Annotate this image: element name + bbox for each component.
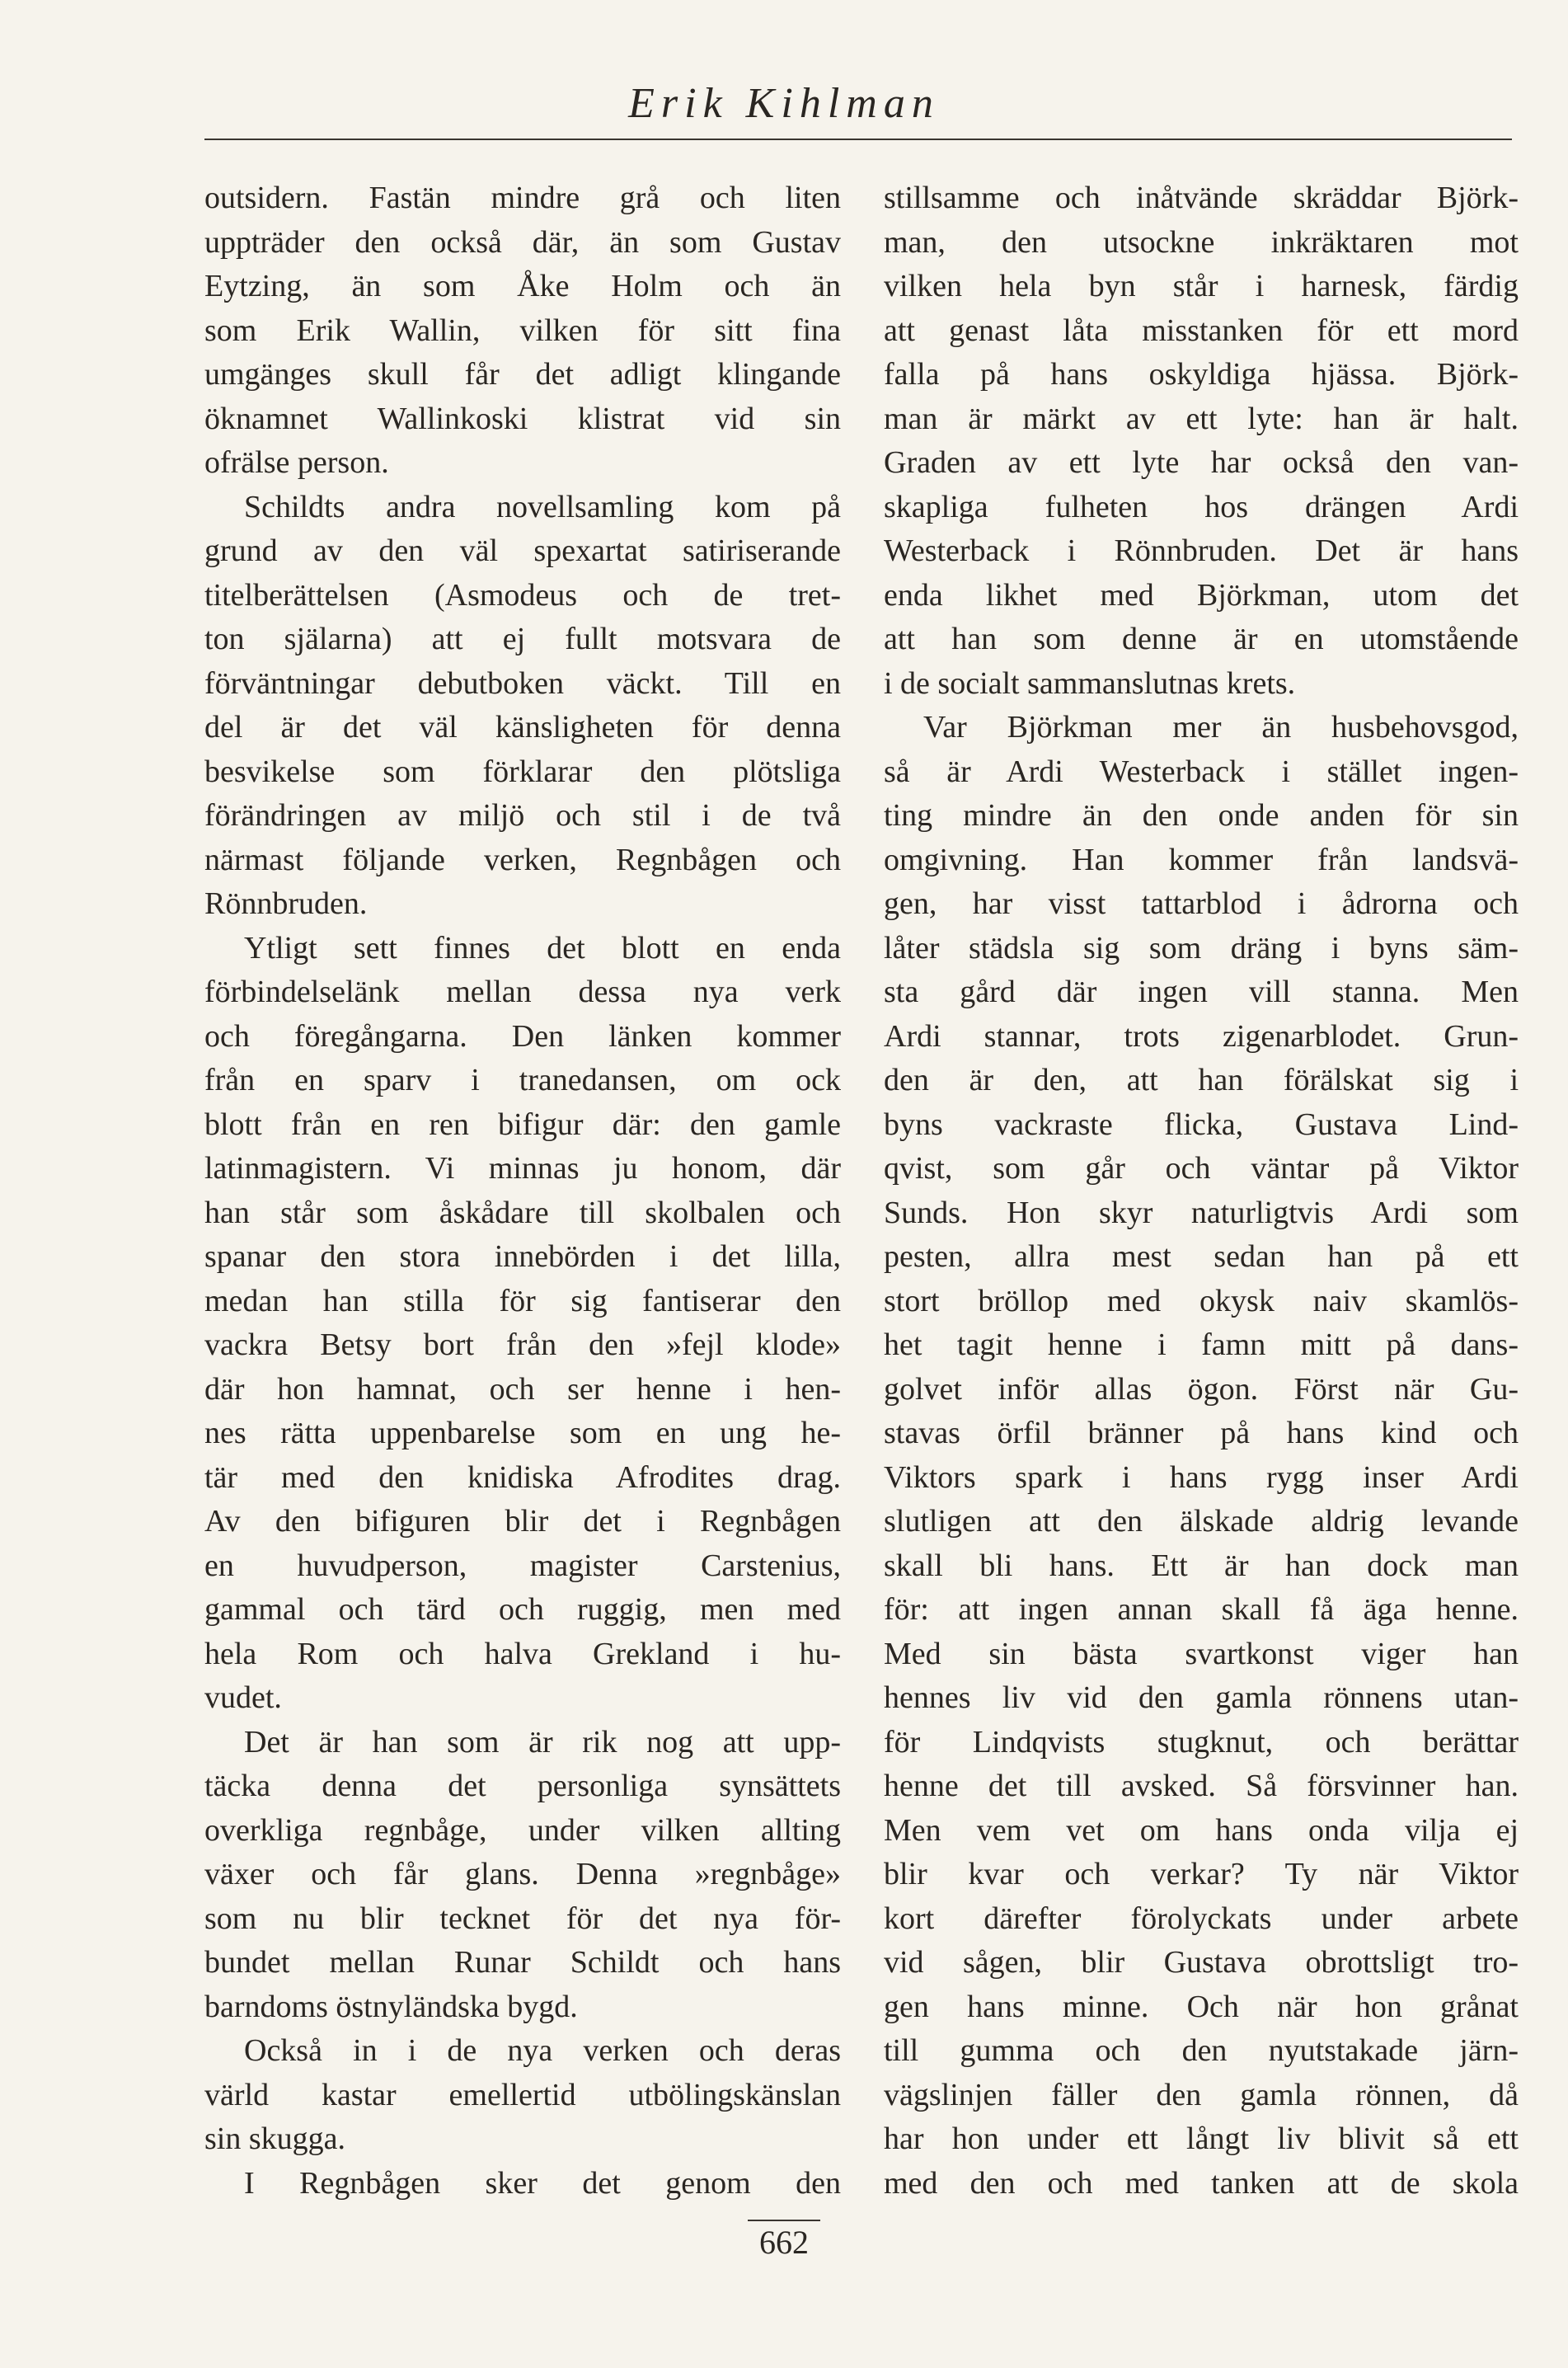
text-line: nes rätta uppenbarelse som en ung he- xyxy=(204,1416,841,1450)
text-line: den är den, att han förälskat sig i xyxy=(884,1063,1519,1097)
text-line: förväntningar debutboken väckt. Till en xyxy=(204,665,841,701)
text-line: Ardi stannar, trots zigenarblodet. Grun- xyxy=(884,1018,1519,1054)
text-line: falla på hans oskyldiga hjässa. Björk- xyxy=(884,357,1519,392)
text-line: Också in i de nya verken och deras xyxy=(244,2033,841,2068)
text-line: öknamnet Wallinkoski klistrat vid sin xyxy=(204,401,841,436)
text-line: Westerback i Rönnbruden. Det är hans xyxy=(884,533,1519,568)
text-line: han står som åskådare till skolbalen och xyxy=(204,1195,841,1230)
text-line: latinmagistern. Vi minnas ju honom, där xyxy=(204,1151,841,1186)
text-line: Graden av ett lyte har också den van- xyxy=(884,445,1519,480)
text-line: Eytzing, än som Åke Holm och än xyxy=(204,269,841,303)
text-line: Var Björkman mer än husbehovsgod, xyxy=(923,710,1519,745)
text-line: blir kvar och verkar? Ty när Viktor xyxy=(884,1857,1519,1891)
text-line: förändringen av miljö och stil i de två xyxy=(204,798,841,833)
text-line: för: att ingen annan skall få äga henne. xyxy=(884,1592,1519,1627)
text-line: gen, har visst tattarblod i ådrorna och xyxy=(884,886,1519,921)
text-line: för Lindqvists stugknut, och berättar xyxy=(884,1724,1519,1760)
text-line: ofrälse person. xyxy=(204,445,389,480)
text-line: vudet. xyxy=(204,1680,282,1715)
text-line: har hon under ett långt liv blivit så ett xyxy=(884,2121,1519,2156)
text-line: omgivning. Han kommer från landsvä- xyxy=(884,842,1519,877)
text-line: så är Ardi Westerback i stället ingen- xyxy=(884,754,1519,789)
text-line: växer och får glans. Denna »regnbåge» xyxy=(204,1857,841,1891)
text-line: i de socialt sammanslutnas krets. xyxy=(884,665,1296,701)
text-line: förbindelselänk mellan dessa nya verk xyxy=(204,975,841,1009)
text-line: skall bli hans. Ett är han dock man xyxy=(884,1548,1519,1583)
text-line: sta gård där ingen vill stanna. Men xyxy=(884,975,1519,1009)
text-line: vilken hela byn står i harnesk, färdig xyxy=(884,269,1519,303)
text-line: där hon hamnat, och ser henne i hen- xyxy=(204,1371,841,1407)
text-line: vid sågen, blir Gustava obrottsligt tro- xyxy=(884,1945,1519,1980)
running-head: Erik Kihlman xyxy=(628,80,940,127)
text-line: en huvudperson, magister Carstenius, xyxy=(204,1548,841,1583)
text-line: vackra Betsy bort från den »fejl klode» xyxy=(204,1327,841,1362)
text-line: stavas örfil bränner på hans kind och xyxy=(884,1416,1519,1450)
text-line: sin skugga. xyxy=(204,2121,345,2156)
text-line: enda likhet med Björkman, utom det xyxy=(884,577,1519,613)
text-line: Rönnbruden. xyxy=(204,886,368,921)
text-line: med den och med tanken att de skola xyxy=(884,2165,1519,2201)
text-line: Schildts andra novellsamling kom på xyxy=(244,489,841,524)
text-line: ton själarna) att ej fullt motsvara de xyxy=(204,622,841,656)
text-line: man är märkt av ett lyte: han är halt. xyxy=(884,401,1519,436)
text-line: medan han stilla för sig fantiserar den xyxy=(204,1283,841,1318)
text-line: man, den utsockne inkräktaren mot xyxy=(884,224,1519,260)
text-line: stort bröllop med okysk naiv skamlös- xyxy=(884,1283,1519,1318)
text-line: blott från en ren bifigur där: den gamle xyxy=(204,1106,841,1142)
text-line: som nu blir tecknet för det nya för- xyxy=(204,1901,841,1936)
text-line: Det är han som är rik nog att upp- xyxy=(244,1724,841,1760)
text-line: hela Rom och halva Grekland i hu- xyxy=(204,1636,841,1671)
text-line: och föregångarna. Den länken kommer xyxy=(204,1018,841,1054)
page-number-value: 662 xyxy=(748,2220,820,2262)
page-number xyxy=(0,2220,1568,2262)
text-line: I Regnbågen sker det genom den xyxy=(244,2165,841,2201)
text-line: uppträder den också där, än som Gustav xyxy=(204,224,841,260)
text-line: bundet mellan Runar Schildt och hans xyxy=(204,1945,841,1980)
text-line: stillsamme och inåtvände skräddar Björk- xyxy=(884,181,1519,215)
text-line: grund av den väl spexartat satiriserande xyxy=(204,533,841,568)
text-line: täcka denna det personliga synsättets xyxy=(204,1769,841,1803)
header-rule xyxy=(204,139,1512,140)
text-line: Sunds. Hon skyr naturligtvis Ardi som xyxy=(884,1195,1519,1230)
text-line: henne det till avsked. Så försvinner han. xyxy=(884,1769,1519,1803)
text-line: spanar den stora innebörden i det lilla, xyxy=(204,1239,841,1274)
text-line: qvist, som går och väntar på Viktor xyxy=(884,1151,1519,1186)
text-line: ting mindre än den onde anden för sin xyxy=(884,798,1519,833)
text-line: het tagit henne i famn mitt på dans- xyxy=(884,1327,1519,1362)
right-text-column xyxy=(884,176,1519,2206)
text-line: overkliga regnbåge, under vilken allting xyxy=(204,1812,841,1848)
text-line: barndoms östnyländska bygd. xyxy=(204,1989,578,2024)
text-line: del är det väl känsligheten för denna xyxy=(204,710,841,745)
text-line: besvikelse som förklarar den plötsliga xyxy=(204,754,841,789)
text-line: byns vackraste flicka, Gustava Lind- xyxy=(884,1106,1519,1142)
text-line: Viktors spark i hans rygg inser Ardi xyxy=(884,1459,1519,1495)
left-text-column xyxy=(204,176,841,2206)
text-line: närmast följande verken, Regnbågen och xyxy=(204,842,841,877)
text-line: golvet inför allas ögon. Först när Gu- xyxy=(884,1371,1519,1407)
text-line: låter städsla sig som dräng i byns säm- xyxy=(884,930,1519,966)
text-line: värld kastar emellertid utbölingskänslan xyxy=(204,2077,841,2112)
text-line: gen hans minne. Och när hon grånat xyxy=(884,1989,1519,2024)
text-line: tär med den knidiska Afrodites drag. xyxy=(204,1459,841,1495)
text-line: vägslinjen fäller den gamla rönnen, då xyxy=(884,2077,1519,2112)
text-line: Men vem vet om hans onda vilja ej xyxy=(884,1812,1519,1848)
text-line: skapliga fulheten hos drängen Ardi xyxy=(884,489,1519,524)
text-line: umgänges skull får det adligt klingande xyxy=(204,357,841,392)
text-line: gammal och tärd och ruggig, men med xyxy=(204,1592,841,1627)
text-line: att han som denne är en utomstående xyxy=(884,622,1519,656)
text-line: som Erik Wallin, vilken för sitt fina xyxy=(204,312,841,348)
text-line: Med sin bästa svartkonst viger han xyxy=(884,1636,1519,1671)
text-line: outsidern. Fastän mindre grå och liten xyxy=(204,181,841,215)
text-line: titelberättelsen (Asmodeus och de tret- xyxy=(204,577,841,613)
text-line: hennes liv vid den gamla rönnens utan- xyxy=(884,1680,1519,1715)
text-line: att genast låta misstanken för ett mord xyxy=(884,312,1519,348)
text-line: slutligen att den älskade aldrig levande xyxy=(884,1504,1519,1539)
text-line: Ytligt sett finnes det blott en enda xyxy=(244,930,841,966)
text-line: pesten, allra mest sedan han på ett xyxy=(884,1239,1519,1274)
text-line: från en sparv i tranedansen, om ock xyxy=(204,1063,841,1097)
text-line: till gumma och den nyutstakade järn- xyxy=(884,2033,1519,2068)
text-line: Av den bifiguren blir det i Regnbågen xyxy=(204,1504,841,1539)
text-line: kort därefter förolyckats under arbete xyxy=(884,1901,1519,1936)
